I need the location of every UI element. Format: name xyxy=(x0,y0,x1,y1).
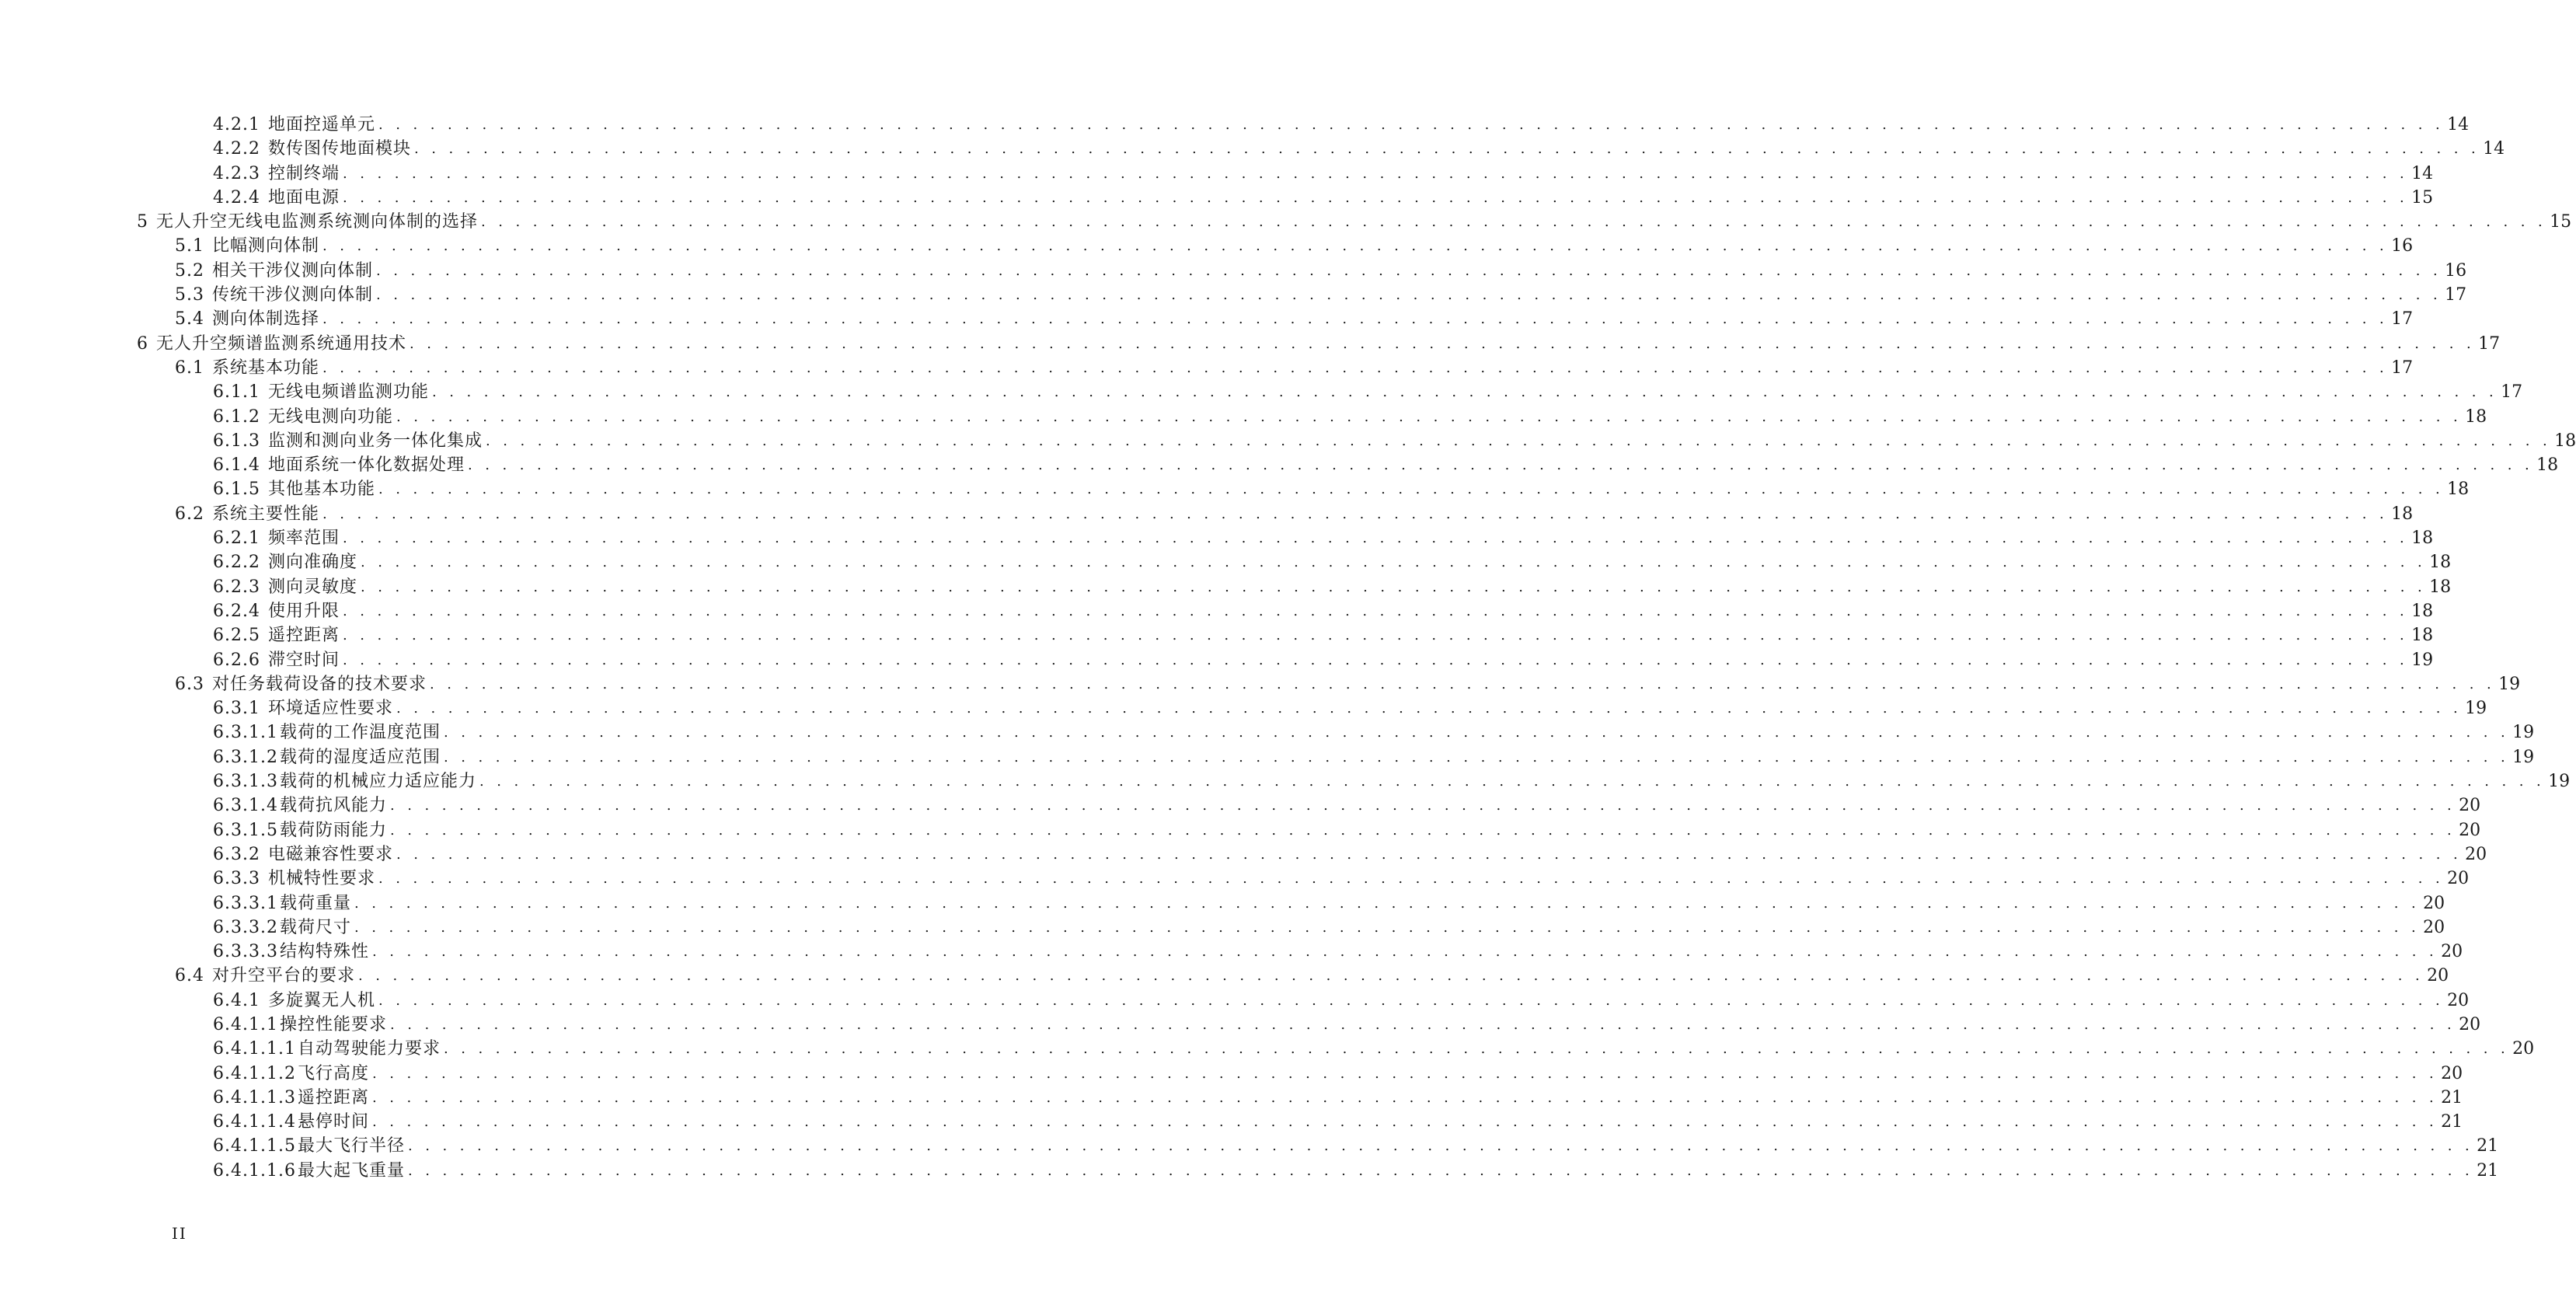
toc-entry-page: 19 xyxy=(2548,772,2571,792)
toc-entry-number: 6 xyxy=(137,333,148,354)
toc-leader-dots: . . . . . . . . . . . . . . . . . . . . . . . . . . . . . . . . . . . . . . . . . . . . . . . . . . . . . . . . . . . . . . . . . . . . . . . . . . . . . . . . . . . . . . . . . . . . . . . . . . . . . . . . . . . . . . . . . . . . . . . . xyxy=(322,311,2389,328)
toc-entry[interactable] xyxy=(0,332,2501,356)
toc-leader-dots: . . . . . . . . . . . . . . . . . . . . . . . . . . . . . . . . . . . . . . . . . . . . . . . . . . . . . . . . . . . . . . . . . . . . . . . . . . . . . . . . . . . . . . . . . . . . . . . . . . . . . . . . . . . . . . . . . . . . . . . . xyxy=(443,748,2510,766)
toc-entry-title: 载荷的工作温度范围 xyxy=(279,723,441,743)
toc-entry-title: 无人升空无线电监测系统测向体制的选择 xyxy=(156,212,479,232)
toc-entry-page: 20 xyxy=(2459,820,2481,840)
toc-entry-title: 传统干涉仪测向体制 xyxy=(212,285,374,305)
toc-entry[interactable] xyxy=(0,307,2414,331)
toc-entry[interactable] xyxy=(0,623,2434,647)
toc-entry-page: 17 xyxy=(2445,285,2467,305)
toc-entry-title: 数传图传地面模块 xyxy=(267,139,411,159)
toc-entry-title: 电磁兼容性要求 xyxy=(267,844,393,864)
toc-leader-dots: . . . . . . . . . . . . . . . . . . . . . . . . . . . . . . . . . . . . . . . . . . . . . . . . . . . . . . . . . . . . . . . . . . . . . . . . . . . . . . . . . . . . . . . . . . . . . . . . . . . . . . . . . . . . . . . . . . . . . . . . xyxy=(343,651,2409,668)
toc-leader-dots: . . . . . . . . . . . . . . . . . . . . . . . . . . . . . . . . . . . . . . . . . . . . . . . . . . . . . . . . . . . . . . . . . . . . . . . . . . . . . . . . . . . . . . . . . . . . . . . . . . . . . . . . . . . . . . . . . . . . . . . . xyxy=(430,675,2496,692)
toc-entry-page: 18 xyxy=(2447,480,2470,500)
toc-entry-title: 测向准确度 xyxy=(267,553,357,573)
toc-entry-page: 20 xyxy=(2512,1039,2535,1059)
toc-entry-page: 18 xyxy=(2536,455,2559,476)
toc-entry-number: 6.1 xyxy=(175,358,204,378)
toc-entry-number: 6.3.3.1 xyxy=(213,893,278,913)
toc-entry-page: 18 xyxy=(2465,406,2487,427)
toc-entry-number: 6.4.1.1 xyxy=(213,1014,278,1034)
toc-entry-title: 对升空平台的要求 xyxy=(212,966,356,986)
toc-leader-dots: . . . . . . . . . . . . . . . . . . . . . . . . . . . . . . . . . . . . . . . . . . . . . . . . . . . . . . . . . . . . . . . . . . . . . . . . . . . . . . . . . . . . . . . . . . . . . . . . . . . . . . . . . . . . . . . . . . . . . . . . xyxy=(410,335,2476,352)
toc-entry-number: 5 xyxy=(137,212,148,232)
toc-leader-dots: . . . . . . . . . . . . . . . . . . . . . . . . . . . . . . . . . . . . . . . . . . . . . . . . . . . . . . . . . . . . . . . . . . . . . . . . . . . . . . . . . . . . . . . . . . . . . . . . . . . . . . . . . . . . . . . . . . . . . . . . xyxy=(443,724,2510,741)
toc-entry[interactable] xyxy=(0,502,2414,526)
toc-leader-dots: . . . . . . . . . . . . . . . . . . . . . . . . . . . . . . . . . . . . . . . . . . . . . . . . . . . . . . . . . . . . . . . . . . . . . . . . . . . . . . . . . . . . . . . . . . . . . . . . . . . . . . . . . . . . . . . . . . . . . . . . xyxy=(414,141,2480,158)
toc-entry[interactable] xyxy=(0,259,2467,283)
toc-entry-number: 6.3 xyxy=(175,674,204,694)
toc-entry-number: 6.2.3 xyxy=(213,577,260,597)
toc-entry[interactable] xyxy=(0,891,2445,916)
toc-entry[interactable] xyxy=(0,989,2470,1013)
toc-entry-title: 监测和测向业务一体化集成 xyxy=(267,431,483,451)
toc-entry-page: 21 xyxy=(2477,1160,2499,1181)
toc-entry-page: 19 xyxy=(2498,674,2521,694)
toc-entry-page: 18 xyxy=(2411,601,2434,621)
table-of-contents xyxy=(0,113,2576,1183)
toc-entry-title: 无线电测向功能 xyxy=(267,406,393,427)
toc-entry-title: 载荷抗风能力 xyxy=(279,796,387,816)
toc-entry-title: 最大起飞重量 xyxy=(297,1160,405,1181)
toc-entry-page: 19 xyxy=(2512,747,2535,767)
toc-entry-number: 6.2.5 xyxy=(213,626,260,646)
toc-entry[interactable] xyxy=(0,234,2414,258)
toc-leader-dots: . . . . . . . . . . . . . . . . . . . . . . . . . . . . . . . . . . . . . . . . . . . . . . . . . . . . . . . . . . . . . . . . . . . . . . . . . . . . . . . . . . . . . . . . . . . . . . . . . . . . . . . . . . . . . . . . . . . . . . . . xyxy=(389,797,2456,814)
toc-entry-page: 19 xyxy=(2411,650,2434,670)
toc-leader-dots: . . . . . . . . . . . . . . . . . . . . . . . . . . . . . . . . . . . . . . . . . . . . . . . . . . . . . . . . . . . . . . . . . . . . . . . . . . . . . . . . . . . . . . . . . . . . . . . . . . . . . . . . . . . . . . . . . . . . . . . . xyxy=(486,432,2552,449)
toc-entry-number: 6.4.1.1.2 xyxy=(213,1063,296,1083)
toc-entry-page: 20 xyxy=(2465,844,2487,864)
toc-entry-title: 无线电频谱监测功能 xyxy=(267,382,429,403)
toc-entry-page: 20 xyxy=(2447,990,2470,1010)
toc-entry-number: 6.3.3 xyxy=(213,869,260,889)
toc-entry-title: 载荷尺寸 xyxy=(279,917,351,937)
toc-entry[interactable] xyxy=(0,1159,2499,1183)
toc-entry-number: 6.1.2 xyxy=(213,406,260,427)
toc-entry-number: 5.3 xyxy=(175,285,204,305)
toc-entry-page: 15 xyxy=(2550,212,2572,232)
toc-leader-dots: . . . . . . . . . . . . . . . . . . . . . . . . . . . . . . . . . . . . . . . . . . . . . . . . . . . . . . . . . . . . . . . . . . . . . . . . . . . . . . . . . . . . . . . . . . . . . . . . . . . . . . . . . . . . . . . . . . . . . . . . xyxy=(343,602,2409,619)
toc-entry-page: 21 xyxy=(2441,1087,2463,1107)
toc-entry-title: 地面控遥单元 xyxy=(267,115,375,134)
toc-entry-title: 自动驾驶能力要求 xyxy=(297,1039,441,1059)
toc-entry[interactable] xyxy=(0,842,2487,867)
toc-entry-title: 机械特性要求 xyxy=(267,869,375,889)
toc-entry-number: 6.4.1.1.3 xyxy=(213,1087,296,1107)
toc-leader-dots: . . . . . . . . . . . . . . . . . . . . . . . . . . . . . . . . . . . . . . . . . . . . . . . . . . . . . . . . . . . . . . . . . . . . . . . . . . . . . . . . . . . . . . . . . . . . . . . . . . . . . . . . . . . . . . . . . . . . . . . . xyxy=(354,895,2421,912)
toc-entry-number: 6.4.1.1.5 xyxy=(213,1136,296,1156)
toc-entry-title: 遥控距离 xyxy=(297,1087,369,1107)
toc-entry[interactable] xyxy=(0,575,2452,599)
toc-entry[interactable] xyxy=(0,769,2571,794)
toc-leader-dots: . . . . . . . . . . . . . . . . . . . . . . . . . . . . . . . . . . . . . . . . . . . . . . . . . . . . . . . . . . . . . . . . . . . . . . . . . . . . . . . . . . . . . . . . . . . . . . . . . . . . . . . . . . . . . . . . . . . . . . . . xyxy=(371,1114,2438,1131)
toc-leader-dots: . . . . . . . . . . . . . . . . . . . . . . . . . . . . . . . . . . . . . . . . . . . . . . . . . . . . . . . . . . . . . . . . . . . . . . . . . . . . . . . . . . . . . . . . . . . . . . . . . . . . . . . . . . . . . . . . . . . . . . . . xyxy=(376,262,2442,279)
toc-entry-page: 18 xyxy=(2411,626,2434,646)
toc-entry-number: 4.2.3 xyxy=(213,163,260,183)
toc-entry[interactable] xyxy=(0,210,2572,234)
toc-entry-number: 6.3.3.2 xyxy=(213,917,278,937)
toc-leader-dots: . . . . . . . . . . . . . . . . . . . . . . . . . . . . . . . . . . . . . . . . . . . . . . . . . . . . . . . . . . . . . . . . . . . . . . . . . . . . . . . . . . . . . . . . . . . . . . . . . . . . . . . . . . . . . . . . . . . . . . . . xyxy=(396,700,2463,717)
toc-entry-page: 14 xyxy=(2447,115,2470,134)
toc-entry[interactable] xyxy=(0,113,2470,137)
toc-entry-title: 悬停时间 xyxy=(297,1112,369,1132)
toc-entry[interactable] xyxy=(0,405,2487,429)
toc-entry-number: 6.3.1 xyxy=(213,699,260,719)
toc-leader-dots: . . . . . . . . . . . . . . . . . . . . . . . . . . . . . . . . . . . . . . . . . . . . . . . . . . . . . . . . . . . . . . . . . . . . . . . . . . . . . . . . . . . . . . . . . . . . . . . . . . . . . . . . . . . . . . . . . . . . . . . . xyxy=(343,530,2409,547)
toc-entry-page: 17 xyxy=(2478,333,2501,354)
toc-entry-number: 4.2.1 xyxy=(213,115,260,134)
toc-entry[interactable] xyxy=(0,648,2434,672)
toc-leader-dots: . . . . . . . . . . . . . . . . . . . . . . . . . . . . . . . . . . . . . . . . . . . . . . . . . . . . . . . . . . . . . . . . . . . . . . . . . . . . . . . . . . . . . . . . . . . . . . . . . . . . . . . . . . . . . . . . . . . . . . . . xyxy=(361,578,2427,595)
toc-entry-page: 20 xyxy=(2441,942,2463,962)
toc-entry[interactable] xyxy=(0,696,2487,720)
toc-entry-page: 16 xyxy=(2445,260,2467,281)
toc-entry[interactable] xyxy=(0,1013,2481,1037)
toc-entry-page: 16 xyxy=(2391,236,2414,256)
toc-entry-number: 6.2.1 xyxy=(213,528,260,549)
toc-entry-page: 18 xyxy=(2391,504,2414,524)
toc-entry[interactable] xyxy=(0,867,2470,891)
toc-entry-number: 6.3.3.3 xyxy=(213,942,278,962)
toc-entry[interactable] xyxy=(0,137,2505,161)
toc-entry-title: 系统主要性能 xyxy=(212,504,320,524)
toc-entry-title: 使用升限 xyxy=(267,601,340,621)
toc-entry[interactable] xyxy=(0,429,2576,453)
toc-leader-dots: . . . . . . . . . . . . . . . . . . . . . . . . . . . . . . . . . . . . . . . . . . . . . . . . . . . . . . . . . . . . . . . . . . . . . . . . . . . . . . . . . . . . . . . . . . . . . . . . . . . . . . . . . . . . . . . . . . . . . . . . xyxy=(432,384,2498,401)
toc-leader-dots: . . . . . . . . . . . . . . . . . . . . . . . . . . . . . . . . . . . . . . . . . . . . . . . . . . . . . . . . . . . . . . . . . . . . . . . . . . . . . . . . . . . . . . . . . . . . . . . . . . . . . . . . . . . . . . . . . . . . . . . . xyxy=(358,968,2424,985)
toc-leader-dots: . . . . . . . . . . . . . . . . . . . . . . . . . . . . . . . . . . . . . . . . . . . . . . . . . . . . . . . . . . . . . . . . . . . . . . . . . . . . . . . . . . . . . . . . . . . . . . . . . . . . . . . . . . . . . . . . . . . . . . . . xyxy=(343,189,2409,206)
toc-entry-number: 5.1 xyxy=(175,236,204,256)
toc-leader-dots: . . . . . . . . . . . . . . . . . . . . . . . . . . . . . . . . . . . . . . . . . . . . . . . . . . . . . . . . . . . . . . . . . . . . . . . . . . . . . . . . . . . . . . . . . . . . . . . . . . . . . . . . . . . . . . . . . . . . . . . . xyxy=(389,1016,2456,1033)
toc-leader-dots: . . . . . . . . . . . . . . . . . . . . . . . . . . . . . . . . . . . . . . . . . . . . . . . . . . . . . . . . . . . . . . . . . . . . . . . . . . . . . . . . . . . . . . . . . . . . . . . . . . . . . . . . . . . . . . . . . . . . . . . . xyxy=(407,1138,2474,1155)
toc-leader-dots: . . . . . . . . . . . . . . . . . . . . . . . . . . . . . . . . . . . . . . . . . . . . . . . . . . . . . . . . . . . . . . . . . . . . . . . . . . . . . . . . . . . . . . . . . . . . . . . . . . . . . . . . . . . . . . . . . . . . . . . . xyxy=(371,1065,2438,1082)
toc-leader-dots: . . . . . . . . . . . . . . . . . . . . . . . . . . . . . . . . . . . . . . . . . . . . . . . . . . . . . . . . . . . . . . . . . . . . . . . . . . . . . . . . . . . . . . . . . . . . . . . . . . . . . . . . . . . . . . . . . . . . . . . . xyxy=(389,821,2456,839)
toc-entry-title: 地面系统一体化数据处理 xyxy=(267,455,465,476)
toc-entry-number: 6.4.1.1.1 xyxy=(213,1039,296,1059)
toc-entry[interactable] xyxy=(0,1086,2463,1110)
toc-leader-dots: . . . . . . . . . . . . . . . . . . . . . . . . . . . . . . . . . . . . . . . . . . . . . . . . . . . . . . . . . . . . . . . . . . . . . . . . . . . . . . . . . . . . . . . . . . . . . . . . . . . . . . . . . . . . . . . . . . . . . . . . xyxy=(343,627,2409,644)
toc-entry[interactable] xyxy=(0,550,2452,574)
page-number: II xyxy=(172,1224,187,1243)
toc-entry-title: 比幅测向体制 xyxy=(212,236,320,256)
toc-entry-title: 其他基本功能 xyxy=(267,480,375,500)
toc-entry[interactable] xyxy=(0,1062,2463,1086)
toc-entry-title: 系统基本功能 xyxy=(212,358,320,378)
toc-entry[interactable] xyxy=(0,599,2434,623)
toc-entry[interactable] xyxy=(0,916,2445,940)
toc-entry-title: 载荷防雨能力 xyxy=(279,820,387,840)
toc-entry-title: 环境适应性要求 xyxy=(267,699,393,719)
toc-entry[interactable] xyxy=(0,453,2559,477)
toc-entry[interactable] xyxy=(0,1037,2535,1061)
toc-entry-page: 14 xyxy=(2483,139,2505,159)
toc-entry-title: 地面电源 xyxy=(267,187,340,208)
toc-entry-title: 无人升空频谱监测系统通用技术 xyxy=(156,333,407,354)
toc-leader-dots: . . . . . . . . . . . . . . . . . . . . . . . . . . . . . . . . . . . . . . . . . . . . . . . . . . . . . . . . . . . . . . . . . . . . . . . . . . . . . . . . . . . . . . . . . . . . . . . . . . . . . . . . . . . . . . . . . . . . . . . . xyxy=(371,1089,2438,1106)
toc-entry-page: 20 xyxy=(2447,869,2470,889)
toc-entry-page: 18 xyxy=(2429,577,2452,597)
toc-entry-number: 6.3.1.3 xyxy=(213,772,278,792)
toc-entry-page: 18 xyxy=(2554,431,2576,451)
toc-leader-dots: . . . . . . . . . . . . . . . . . . . . . . . . . . . . . . . . . . . . . . . . . . . . . . . . . . . . . . . . . . . . . . . . . . . . . . . . . . . . . . . . . . . . . . . . . . . . . . . . . . . . . . . . . . . . . . . . . . . . . . . . xyxy=(322,359,2389,376)
toc-entry-page: 18 xyxy=(2429,553,2452,573)
toc-entry-page: 20 xyxy=(2423,893,2445,913)
toc-entry-number: 6.3.1.4 xyxy=(213,796,278,816)
toc-entry-title: 相关干涉仪测向体制 xyxy=(212,260,374,281)
toc-entry-number: 6.4.1 xyxy=(213,990,260,1010)
toc-entry-number: 6.2.2 xyxy=(213,553,260,573)
toc-entry-title: 结构特殊性 xyxy=(279,942,369,962)
toc-entry[interactable] xyxy=(0,162,2434,186)
toc-entry-page: 19 xyxy=(2465,699,2487,719)
toc-entry[interactable] xyxy=(0,672,2521,696)
toc-entry-page: 20 xyxy=(2459,1014,2481,1034)
toc-entry[interactable] xyxy=(0,1110,2463,1134)
toc-entry[interactable] xyxy=(0,794,2481,818)
toc-leader-dots: . . . . . . . . . . . . . . . . . . . . . . . . . . . . . . . . . . . . . . . . . . . . . . . . . . . . . . . . . . . . . . . . . . . . . . . . . . . . . . . . . . . . . . . . . . . . . . . . . . . . . . . . . . . . . . . . . . . . . . . . xyxy=(322,238,2389,255)
toc-entry-number: 6.3.2 xyxy=(213,844,260,864)
toc-entry-number: 6.3.1.5 xyxy=(213,820,278,840)
toc-entry-title: 测向体制选择 xyxy=(212,309,320,330)
toc-entry[interactable] xyxy=(0,818,2481,842)
toc-entry-page: 21 xyxy=(2441,1112,2463,1132)
toc-entry-title: 测向灵敏度 xyxy=(267,577,357,597)
toc-entry-page: 20 xyxy=(2459,796,2481,816)
toc-entry-number: 6.1.1 xyxy=(213,382,260,403)
toc-entry-title: 最大飞行半径 xyxy=(297,1136,405,1156)
toc-leader-dots: . . . . . . . . . . . . . . . . . . . . . . . . . . . . . . . . . . . . . . . . . . . . . . . . . . . . . . . . . . . . . . . . . . . . . . . . . . . . . . . . . . . . . . . . . . . . . . . . . . . . . . . . . . . . . . . . . . . . . . . . xyxy=(354,919,2421,936)
toc-leader-dots: . . . . . . . . . . . . . . . . . . . . . . . . . . . . . . . . . . . . . . . . . . . . . . . . . . . . . . . . . . . . . . . . . . . . . . . . . . . . . . . . . . . . . . . . . . . . . . . . . . . . . . . . . . . . . . . . . . . . . . . . xyxy=(481,214,2547,231)
toc-entry-title: 遥控距离 xyxy=(267,626,340,646)
toc-entry[interactable] xyxy=(0,1134,2499,1158)
toc-entry-page: 18 xyxy=(2411,528,2434,549)
toc-entry-number: 5.4 xyxy=(175,309,204,330)
toc-entry-page: 19 xyxy=(2512,723,2535,743)
toc-entry-title: 载荷的湿度适应范围 xyxy=(279,747,441,767)
toc-entry-number: 6.2.6 xyxy=(213,650,260,670)
toc-entry[interactable] xyxy=(0,186,2434,210)
toc-entry[interactable] xyxy=(0,745,2535,769)
toc-leader-dots: . . . . . . . . . . . . . . . . . . . . . . . . . . . . . . . . . . . . . . . . . . . . . . . . . . . . . . . . . . . . . . . . . . . . . . . . . . . . . . . . . . . . . . . . . . . . . . . . . . . . . . . . . . . . . . . . . . . . . . . . xyxy=(371,944,2438,961)
toc-entry-number: 6.4.1.1.6 xyxy=(213,1160,296,1181)
toc-entry-number: 6.1.3 xyxy=(213,431,260,451)
toc-entry-page: 20 xyxy=(2441,1063,2463,1083)
toc-leader-dots: . . . . . . . . . . . . . . . . . . . . . . . . . . . . . . . . . . . . . . . . . . . . . . . . . . . . . . . . . . . . . . . . . . . . . . . . . . . . . . . . . . . . . . . . . . . . . . . . . . . . . . . . . . . . . . . . . . . . . . . . xyxy=(361,554,2427,571)
toc-entry[interactable] xyxy=(0,964,2449,988)
toc-entry-number: 6.3.1.1 xyxy=(213,723,278,743)
toc-entry[interactable] xyxy=(0,477,2470,501)
toc-leader-dots: . . . . . . . . . . . . . . . . . . . . . . . . . . . . . . . . . . . . . . . . . . . . . . . . . . . . . . . . . . . . . . . . . . . . . . . . . . . . . . . . . . . . . . . . . . . . . . . . . . . . . . . . . . . . . . . . . . . . . . . . xyxy=(343,165,2409,182)
toc-leader-dots: . . . . . . . . . . . . . . . . . . . . . . . . . . . . . . . . . . . . . . . . . . . . . . . . . . . . . . . . . . . . . . . . . . . . . . . . . . . . . . . . . . . . . . . . . . . . . . . . . . . . . . . . . . . . . . . . . . . . . . . . xyxy=(468,457,2534,474)
toc-entry-page: 17 xyxy=(2391,358,2414,378)
toc-entry[interactable] xyxy=(0,380,2523,404)
toc-leader-dots: . . . . . . . . . . . . . . . . . . . . . . . . . . . . . . . . . . . . . . . . . . . . . . . . . . . . . . . . . . . . . . . . . . . . . . . . . . . . . . . . . . . . . . . . . . . . . . . . . . . . . . . . . . . . . . . . . . . . . . . . xyxy=(378,117,2445,133)
toc-entry-page: 21 xyxy=(2477,1136,2499,1156)
toc-leader-dots: . . . . . . . . . . . . . . . . . . . . . . . . . . . . . . . . . . . . . . . . . . . . . . . . . . . . . . . . . . . . . . . . . . . . . . . . . . . . . . . . . . . . . . . . . . . . . . . . . . . . . . . . . . . . . . . . . . . . . . . . xyxy=(396,846,2463,863)
toc-entry-number: 6.2.4 xyxy=(213,601,260,621)
toc-entry-number: 6.3.1.2 xyxy=(213,747,278,767)
toc-entry-number: 6.1.4 xyxy=(213,455,260,476)
toc-entry[interactable] xyxy=(0,940,2463,964)
toc-entry-title: 频率范围 xyxy=(267,528,340,549)
toc-entry-title: 飞行高度 xyxy=(297,1063,369,1083)
toc-entry-title: 多旋翼无人机 xyxy=(267,990,375,1010)
toc-entry[interactable] xyxy=(0,526,2434,550)
toc-entry-title: 载荷重量 xyxy=(279,893,351,913)
toc-entry[interactable] xyxy=(0,356,2414,380)
toc-entry-number: 4.2.2 xyxy=(213,139,260,159)
toc-entry[interactable] xyxy=(0,720,2535,745)
toc-entry-page: 14 xyxy=(2411,163,2434,183)
toc-leader-dots: . . . . . . . . . . . . . . . . . . . . . . . . . . . . . . . . . . . . . . . . . . . . . . . . . . . . . . . . . . . . . . . . . . . . . . . . . . . . . . . . . . . . . . . . . . . . . . . . . . . . . . . . . . . . . . . . . . . . . . . . xyxy=(479,773,2546,790)
toc-leader-dots: . . . . . . . . . . . . . . . . . . . . . . . . . . . . . . . . . . . . . . . . . . . . . . . . . . . . . . . . . . . . . . . . . . . . . . . . . . . . . . . . . . . . . . . . . . . . . . . . . . . . . . . . . . . . . . . . . . . . . . . . xyxy=(396,408,2463,425)
toc-entry-page: 17 xyxy=(2501,382,2523,403)
toc-entry-number: 6.2 xyxy=(175,504,204,524)
toc-entry-number: 5.2 xyxy=(175,260,204,281)
toc-leader-dots: . . . . . . . . . . . . . . . . . . . . . . . . . . . . . . . . . . . . . . . . . . . . . . . . . . . . . . . . . . . . . . . . . . . . . . . . . . . . . . . . . . . . . . . . . . . . . . . . . . . . . . . . . . . . . . . . . . . . . . . . xyxy=(322,505,2389,522)
toc-leader-dots: . . . . . . . . . . . . . . . . . . . . . . . . . . . . . . . . . . . . . . . . . . . . . . . . . . . . . . . . . . . . . . . . . . . . . . . . . . . . . . . . . . . . . . . . . . . . . . . . . . . . . . . . . . . . . . . . . . . . . . . . xyxy=(378,992,2445,1009)
toc-entry-title: 操控性能要求 xyxy=(279,1014,387,1034)
toc-entry-page: 17 xyxy=(2391,309,2414,330)
toc-entry-number: 6.4.1.1.4 xyxy=(213,1112,296,1132)
toc-entry[interactable] xyxy=(0,283,2467,307)
toc-entry-page: 15 xyxy=(2411,187,2434,208)
toc-leader-dots: . . . . . . . . . . . . . . . . . . . . . . . . . . . . . . . . . . . . . . . . . . . . . . . . . . . . . . . . . . . . . . . . . . . . . . . . . . . . . . . . . . . . . . . . . . . . . . . . . . . . . . . . . . . . . . . . . . . . . . . . xyxy=(407,1162,2474,1179)
toc-leader-dots: . . . . . . . . . . . . . . . . . . . . . . . . . . . . . . . . . . . . . . . . . . . . . . . . . . . . . . . . . . . . . . . . . . . . . . . . . . . . . . . . . . . . . . . . . . . . . . . . . . . . . . . . . . . . . . . . . . . . . . . . xyxy=(443,1041,2510,1058)
toc-leader-dots: . . . . . . . . . . . . . . . . . . . . . . . . . . . . . . . . . . . . . . . . . . . . . . . . . . . . . . . . . . . . . . . . . . . . . . . . . . . . . . . . . . . . . . . . . . . . . . . . . . . . . . . . . . . . . . . . . . . . . . . . xyxy=(378,481,2445,498)
toc-leader-dots: . . . . . . . . . . . . . . . . . . . . . . . . . . . . . . . . . . . . . . . . . . . . . . . . . . . . . . . . . . . . . . . . . . . . . . . . . . . . . . . . . . . . . . . . . . . . . . . . . . . . . . . . . . . . . . . . . . . . . . . . xyxy=(376,287,2442,304)
toc-entry-number: 4.2.4 xyxy=(213,187,260,208)
toc-entry-title: 控制终端 xyxy=(267,163,340,183)
toc-entry-page: 20 xyxy=(2423,917,2445,937)
toc-entry-title: 滞空时间 xyxy=(267,650,340,670)
toc-leader-dots: . . . . . . . . . . . . . . . . . . . . . . . . . . . . . . . . . . . . . . . . . . . . . . . . . . . . . . . . . . . . . . . . . . . . . . . . . . . . . . . . . . . . . . . . . . . . . . . . . . . . . . . . . . . . . . . . . . . . . . . . xyxy=(378,870,2445,888)
toc-entry-title: 对任务载荷设备的技术要求 xyxy=(212,674,427,694)
toc-entry-number: 6.4 xyxy=(175,966,204,986)
toc-entry-number: 6.1.5 xyxy=(213,480,260,500)
toc-entry-page: 20 xyxy=(2427,966,2449,986)
toc-entry-title: 载荷的机械应力适应能力 xyxy=(279,772,476,792)
